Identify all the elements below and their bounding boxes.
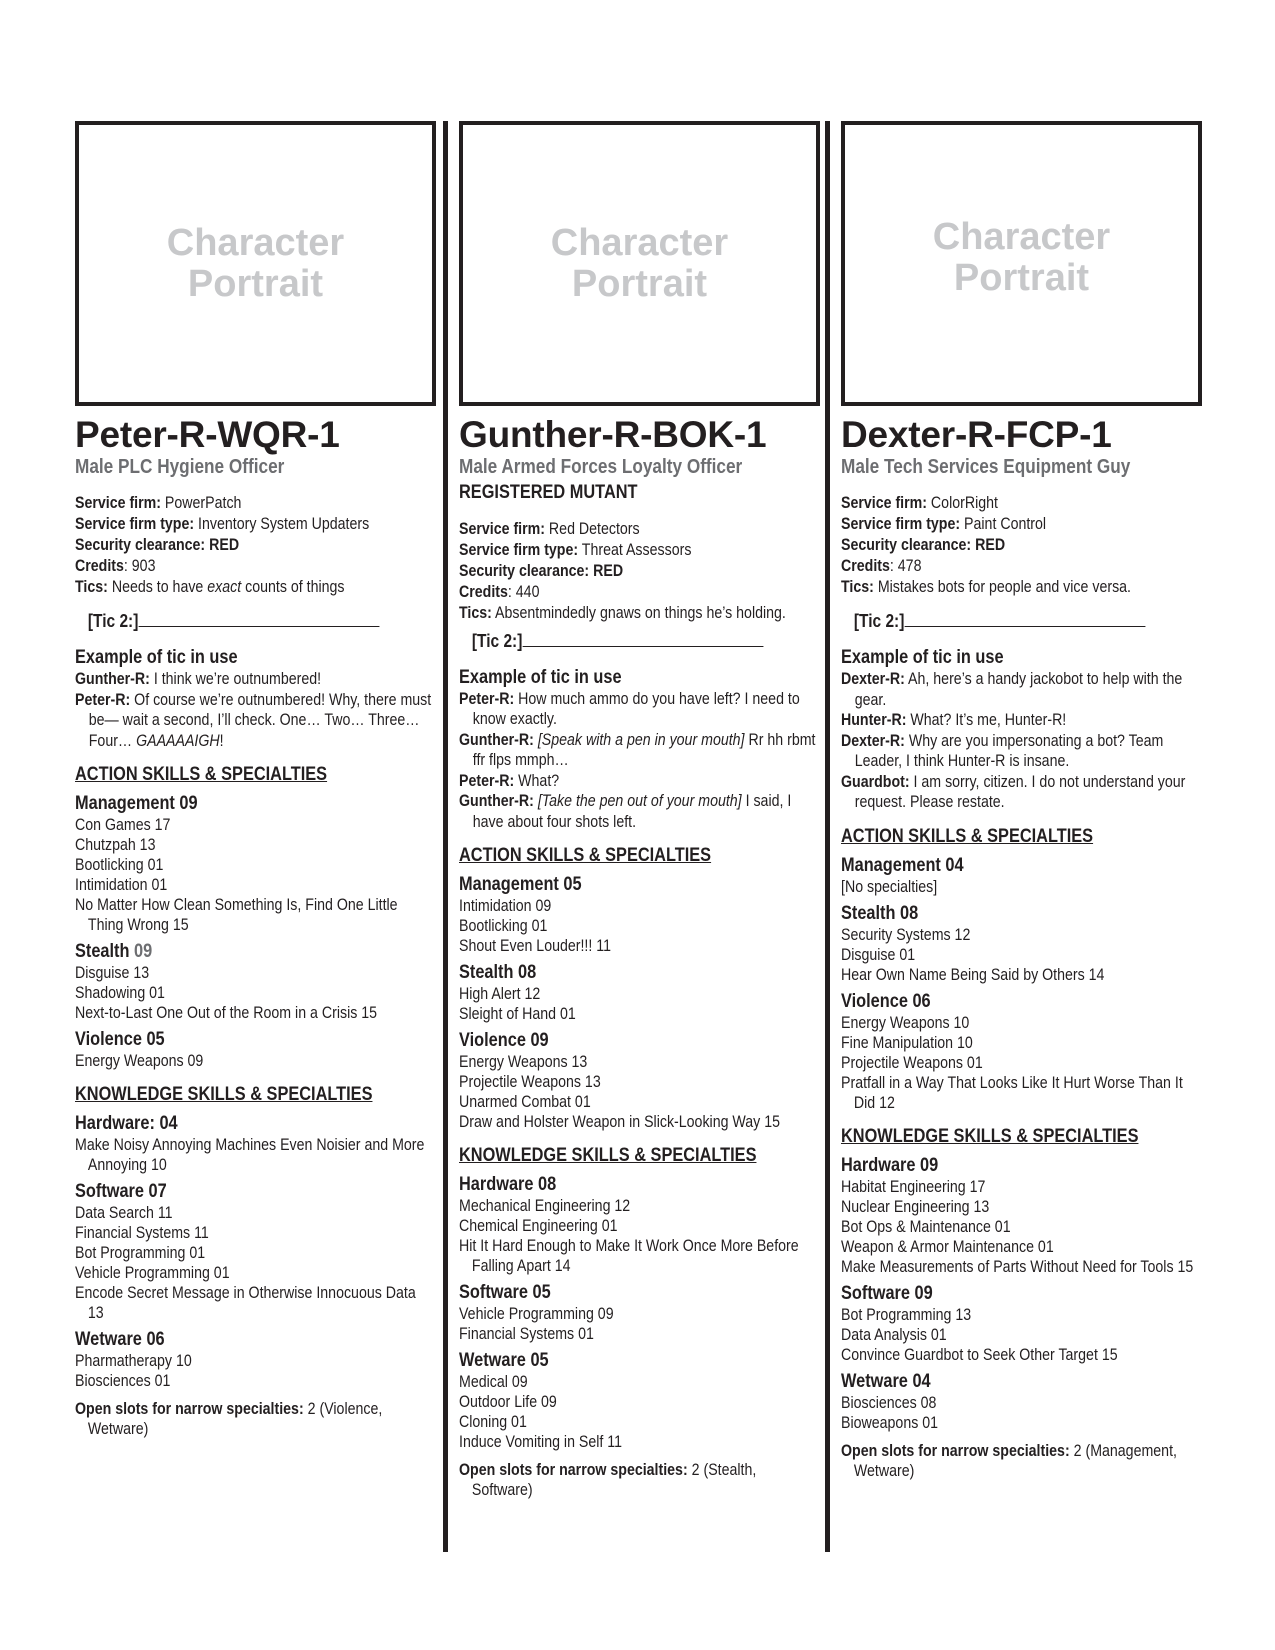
portrait-label: Character Portrait: [550, 221, 729, 305]
character-name: Gunther-R-BOK-1: [459, 414, 767, 455]
dialogue-line: Dexter-R: Why are you impersonating a bot? Team Leader, I think Hunter-R is insane.: [841, 731, 1164, 770]
skill-heading: Wetware 05: [459, 1350, 549, 1371]
character-stats: [75, 493, 434, 598]
specialty: Hit It Hard Enough to Make It Work Once More Before Falling Apart 14: [459, 1237, 799, 1275]
action-skills-title: ACTION SKILLS & SPECIALTIES: [841, 825, 1094, 847]
specialty: Unarmed Combat 01: [459, 1093, 591, 1111]
specialty: Disguise 13: [75, 964, 150, 982]
character-name: Dexter-R-FCP-1: [841, 414, 1112, 455]
specialty: Vehicle Programming 09: [459, 1305, 614, 1323]
tic2-blank: [Tic 2:]: [459, 628, 818, 653]
security-clearance: Security clearance: RED: [75, 536, 240, 554]
specialty: Mechanical Engineering 12: [459, 1197, 631, 1215]
specialty: Con Games 17: [75, 816, 171, 834]
specialty: High Alert 12: [459, 985, 541, 1003]
skill-heading: Stealth 09: [75, 941, 153, 962]
skill-heading: Violence 09: [459, 1030, 549, 1051]
specialty: Pharmatherapy 10: [75, 1352, 192, 1370]
dialogue-line: Gunther-R: [Speak with a pen in your mouth] Rr hh rbmt ffr flps mmph…: [459, 730, 816, 769]
security-clearance: Security clearance: RED: [459, 562, 624, 580]
dialogue-line: Dexter-R: Ah, here’s a handy jackobot to help with the gear.: [841, 670, 1183, 709]
specialty: Biosciences 08: [841, 1393, 937, 1412]
credits: Credits: 478: [841, 557, 922, 575]
specialty: Fine Manipulation 10: [841, 1033, 973, 1052]
skill-heading: Software 09: [841, 1282, 933, 1304]
column-divider: [825, 121, 830, 1552]
skill-heading: Software 07: [75, 1181, 167, 1202]
skill-heading: Management 05: [459, 874, 582, 895]
specialty: Nuclear Engineering 13: [841, 1197, 990, 1216]
credits: Credits: 903: [75, 557, 156, 575]
knowledge-skills-title: KNOWLEDGE SKILLS & SPECIALTIES: [841, 1125, 1139, 1147]
portrait-label: Character Portrait: [932, 215, 1111, 299]
character-stats: [841, 493, 1200, 598]
tic2-blank: [Tic 2:]: [841, 608, 1200, 633]
character-card-dexter: [841, 121, 1201, 1481]
character-portrait-placeholder: [459, 121, 820, 406]
service-firm: Service firm: PowerPatch: [75, 494, 242, 512]
specialty: Projectile Weapons 01: [841, 1053, 983, 1072]
dialogue-line: Guardbot: I am sorry, citizen. I do not understand your request. Please restate.: [841, 772, 1186, 811]
skill-heading: Violence 05: [75, 1029, 165, 1050]
service-firm-type: Service firm type: Inventory System Updaters: [75, 515, 370, 533]
specialty: No Matter How Clean Something Is, Find One Little Thing Wrong 15: [75, 896, 398, 934]
example-title: Example of tic in use: [841, 647, 1004, 668]
skill-heading: Hardware: 04: [75, 1113, 178, 1134]
specialty: Energy Weapons 10: [841, 1013, 970, 1032]
open-slots: Open slots for narrow specialties: 2 (Stealth, Software): [459, 1461, 757, 1499]
specialty: Bioweapons 01: [841, 1413, 939, 1432]
skill-heading: Stealth 08: [841, 902, 919, 924]
specialty: Financial Systems 01: [459, 1325, 594, 1343]
character-subtitle: Male Armed Forces Loyalty Officer: [459, 456, 743, 478]
specialty: Projectile Weapons 13: [459, 1073, 601, 1091]
skill-heading: Management 04: [841, 854, 964, 876]
dialogue-line: Peter-R: Of course we’re outnumbered! Why, there must be— wait a second, I’ll check. One… Two… Three… Four… GAAAAAIGH!: [75, 690, 432, 750]
specialty: Encode Secret Message in Otherwise Innocuous Data 13: [75, 1284, 416, 1322]
specialty: Medical 09: [459, 1373, 528, 1391]
specialty: Chutzpah 13: [75, 836, 156, 854]
portrait-label: Character Portrait: [166, 221, 345, 305]
character-portrait-placeholder: [841, 121, 1202, 406]
specialty: Bot Ops & Maintenance 01: [841, 1217, 1011, 1236]
specialty: Sleight of Hand 01: [459, 1005, 576, 1023]
specialty: Convince Guardbot to Seek Other Target 15: [841, 1345, 1118, 1364]
tic2-underline: [904, 608, 1145, 627]
dialogue-line: Peter-R: How much ammo do you have left? I need to know exactly.: [459, 689, 800, 728]
specialty: Disguise 01: [841, 945, 916, 964]
dialogue-line: Gunther-R: I think we’re outnumbered!: [75, 670, 322, 688]
skill-heading: Violence 06: [841, 990, 931, 1012]
dialogue-line: Peter-R: What?: [459, 771, 560, 790]
character-name: Peter-R-WQR-1: [75, 414, 340, 455]
specialty: Outdoor Life 09: [459, 1393, 557, 1411]
character-card-gunther: [459, 121, 819, 1500]
specialty: Induce Vomiting in Self 11: [459, 1433, 623, 1451]
specialty: Data Analysis 01: [841, 1325, 947, 1344]
example-title: Example of tic in use: [75, 647, 238, 668]
specialty: Intimidation 01: [75, 876, 168, 894]
specialty: Energy Weapons 09: [75, 1052, 204, 1070]
skill-heading: Hardware 09: [841, 1154, 939, 1176]
tics: Tics: Needs to have exact counts of things: [75, 578, 345, 596]
tic2-underline: [522, 628, 763, 647]
character-card-peter: [75, 121, 435, 1439]
specialty: [No specialties]: [841, 877, 938, 896]
specialty: Hear Own Name Being Said by Others 14: [841, 965, 1105, 984]
specialty: Security Systems 12: [841, 925, 971, 944]
specialty: Bootlicking 01: [75, 856, 164, 874]
specialty: Make Measurements of Parts Without Need for Tools 15: [841, 1257, 1194, 1276]
specialty: Make Noisy Annoying Machines Even Noisier and More Annoying 10: [75, 1136, 425, 1174]
specialty: Biosciences 01: [75, 1372, 171, 1390]
specialty: Cloning 01: [459, 1413, 527, 1431]
character-subtitle: Male Tech Services Equipment Guy: [841, 456, 1131, 478]
action-skills-title: ACTION SKILLS & SPECIALTIES: [75, 764, 328, 785]
specialty: Bot Programming 01: [75, 1244, 206, 1262]
action-skills-title: ACTION SKILLS & SPECIALTIES: [459, 845, 712, 866]
dialogue-line: Gunther-R: [Take the pen out of your mouth] I said, I have about four shots left.: [459, 792, 792, 831]
character-portrait-placeholder: [75, 121, 436, 406]
open-slots: Open slots for narrow specialties: 2 (Management, Wetware): [841, 1441, 1177, 1480]
skill-heading: Hardware 08: [459, 1174, 557, 1195]
tics: Tics: Absentmindedly gnaws on things he’s holding.: [459, 604, 786, 622]
example-title: Example of tic in use: [459, 666, 622, 688]
tic2-underline: [138, 608, 379, 627]
character-stats: [459, 519, 818, 624]
security-clearance: Security clearance: RED: [841, 536, 1006, 554]
service-firm: Service firm: Red Detectors: [459, 520, 640, 538]
specialty: Energy Weapons 13: [459, 1053, 588, 1071]
specialty: Weapon & Armor Maintenance 01: [841, 1237, 1054, 1256]
dialogue-line: Hunter-R: What? It’s me, Hunter-R!: [841, 711, 1067, 729]
credits: Credits: 440: [459, 583, 540, 601]
open-slots: Open slots for narrow specialties: 2 (Violence, Wetware): [75, 1400, 383, 1438]
knowledge-skills-title: KNOWLEDGE SKILLS & SPECIALTIES: [75, 1084, 373, 1105]
skill-heading: Stealth 08: [459, 962, 537, 983]
service-firm-type: Service firm type: Paint Control: [841, 515, 1047, 533]
specialty: Habitat Engineering 17: [841, 1177, 986, 1196]
service-firm-type: Service firm type: Threat Assessors: [459, 541, 692, 559]
column-divider: [443, 121, 448, 1552]
specialty: Bootlicking 01: [459, 917, 548, 935]
service-firm: Service firm: ColorRight: [841, 494, 998, 512]
skill-heading: Wetware 04: [841, 1370, 931, 1392]
character-subtitle: Male PLC Hygiene Officer: [75, 456, 285, 478]
specialty: Data Search 11: [75, 1204, 173, 1222]
registered-mutant-label: REGISTERED MUTANT: [459, 482, 638, 503]
specialty: Draw and Holster Weapon in Slick-Looking Way 15: [459, 1113, 781, 1131]
tics: Tics: Mistakes bots for people and vice versa.: [841, 578, 1132, 596]
specialty: Shout Even Louder!!! 11: [459, 937, 612, 955]
skill-heading: Wetware 06: [75, 1329, 165, 1350]
specialty: Intimidation 09: [459, 897, 552, 915]
specialty: Vehicle Programming 01: [75, 1264, 230, 1282]
specialty: Chemical Engineering 01: [459, 1217, 618, 1235]
skill-heading: Software 05: [459, 1282, 551, 1303]
knowledge-skills-title: KNOWLEDGE SKILLS & SPECIALTIES: [459, 1145, 757, 1166]
tic2-blank: [Tic 2:]: [75, 608, 434, 633]
skill-heading: Management 09: [75, 793, 198, 814]
specialty: Shadowing 01: [75, 984, 165, 1002]
specialty: Pratfall in a Way That Looks Like It Hurt Worse Than It Did 12: [841, 1073, 1183, 1112]
specialty: Next-to-Last One Out of the Room in a Crisis 15: [75, 1004, 378, 1022]
specialty: Bot Programming 13: [841, 1305, 972, 1324]
specialty: Financial Systems 11: [75, 1224, 209, 1242]
